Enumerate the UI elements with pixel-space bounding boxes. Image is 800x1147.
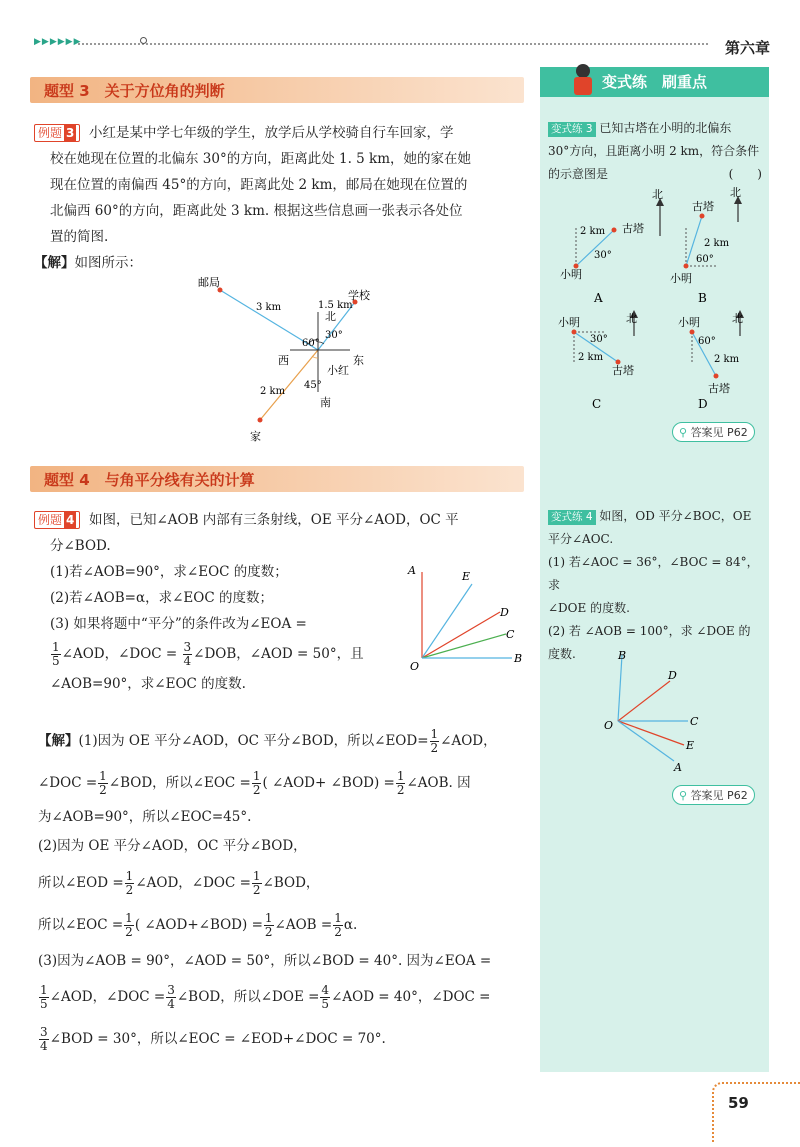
home-point xyxy=(258,418,263,423)
chapter-title: 第六章 xyxy=(724,39,770,57)
svg-text:古塔: 古塔 xyxy=(708,382,730,395)
svg-text:2 km: 2 km xyxy=(578,352,604,363)
practice3-options xyxy=(550,186,765,416)
svg-text:60°: 60° xyxy=(696,254,714,265)
fig2-label-O: O xyxy=(604,719,614,732)
answer-ref-3[interactable]: ⚲ 答案见 P62 xyxy=(672,422,755,442)
option-a-diagram xyxy=(560,188,664,305)
label-north: 北 xyxy=(325,310,336,323)
option-d-label: D xyxy=(698,397,708,411)
practice4-tag: 变式练 4 xyxy=(548,510,596,525)
svg-text:小明: 小明 xyxy=(670,272,692,285)
label-east: 东 xyxy=(353,354,364,367)
svg-text:小明: 小明 xyxy=(558,316,580,329)
angle-figure xyxy=(400,560,530,675)
fig2-label-A: A xyxy=(674,761,682,774)
label-angle-30: 30° xyxy=(325,330,343,341)
example3-tag: 例题 3 xyxy=(34,124,80,142)
svg-text:60°: 60° xyxy=(698,336,716,347)
fig-label-E: E xyxy=(462,570,471,583)
practice3-tag: 变式练 3 xyxy=(548,122,596,137)
header-arrows: ▶▶▶▶▶▶ xyxy=(34,37,82,47)
section4-title: 题型 4 与角平分线有关的计算 xyxy=(44,471,255,489)
label-dist-post: 3 km xyxy=(256,302,282,313)
svg-text:北: 北 xyxy=(732,312,743,325)
option-b-label: B xyxy=(698,291,707,305)
section3-title: 题型 3 关于方位角的判断 xyxy=(44,82,225,100)
example4-solution: 【解】(1)因为 OE 平分∠AOD，OC 平分∠BOD，所以∠EOD= $\frac{1}{2}$ ∠AOD， ∠DOC = $\frac{1}{2}$ ∠BOD，所以∠EOC = $\frac{1}{2}$ ( ∠AOD+ ∠BOD) = $\frac{1}{2}$ ∠AOB. 因 为∠AOB=90°，所以∠EOC=45°. (2)因为 OE 平分∠AOD，OC 平分∠BOD， 所以∠EOD = $\frac{1}{2}$ ∠AOD，∠DOC = $\frac{1}{2}$ ∠BOD， 所以∠EOC = $\frac{1}{2}$ ( ∠AOD+∠BOD) = $\frac{1}{2}$ ∠AOB = $\frac{1}{2}$ α. (3)因为∠AOB = 90°，∠AOD = 50°，所以∠BOD = 40°. 因为∠EOA = $\frac{1}{5}$ ∠AOD，∠DOC = $\frac{3}{4}$ ∠BOD，所以∠DOE = $\frac{4}{5}$ ∠AOD = 40°，∠DOC = $\frac{3}{4}$ ∠BOD = 30°，所以∠EOC = ∠EOD+∠DOC = 70°. xyxy=(38,727,497,1053)
svg-text:小明: 小明 xyxy=(678,316,700,329)
label-school: 学校 xyxy=(348,289,370,302)
label-dist-home: 2 km xyxy=(260,386,286,397)
answer-ref-4[interactable]: ⚲ 答案见 P62 xyxy=(672,785,755,805)
section3-banner xyxy=(30,77,524,103)
practice4-text: 变式练 4 如图，OD 平分∠BOC，OE 平分∠AOC. (1) 若∠AOC = 36°，∠BOC = 84°，求 ∠DOE 的度数. (2) 若 ∠AOB = 100°，求 ∠DOE 的 度数. xyxy=(548,509,759,661)
svg-text:30°: 30° xyxy=(590,334,608,345)
svg-text:北: 北 xyxy=(652,188,663,201)
svg-text:北: 北 xyxy=(730,186,741,199)
fig2-label-C: C xyxy=(690,715,699,728)
svg-text:2 km: 2 km xyxy=(714,354,740,365)
option-c-diagram xyxy=(558,310,638,411)
header-divider xyxy=(78,43,708,45)
label-south: 南 xyxy=(320,396,331,409)
svg-text:30°: 30° xyxy=(594,250,612,261)
fig-label-D: D xyxy=(500,606,509,619)
search-icon: ⚲ xyxy=(679,789,688,802)
practice4-figure xyxy=(600,645,710,775)
practice3-text: 变式练 3 已知古塔在小明的北偏东 30°方向，且距离小明 2 km，符合条件 的示意图是 ( ) xyxy=(548,121,762,181)
svg-text:2 km: 2 km xyxy=(704,238,730,249)
page-corner xyxy=(712,1082,800,1142)
fig-label-A: A xyxy=(408,564,416,577)
svg-text:2 km: 2 km xyxy=(580,226,606,237)
label-post-office: 邮局 xyxy=(198,276,220,289)
label-angle-60: 60° xyxy=(302,338,320,349)
fig-label-C: C xyxy=(506,628,515,641)
page-number: 59 xyxy=(728,1094,749,1112)
direction-diagram xyxy=(190,272,390,452)
option-a-label: A xyxy=(594,291,603,305)
practice-panel-title: 变式练 刷重点 xyxy=(602,73,708,91)
practice-panel-header xyxy=(540,67,769,97)
example3-problem: 例题 3 小红是某中学七年级的学生，放学后从学校骑自行车回家，学 校在她现在位置的北偏东 30°的方向，距离此处 1. 5 km，她的家在她 现在位置的南偏西 45°的方向，距离此处 2 km，邮局在她现在位置的 北偏西 60°的方向，距离此处 3 km. 根据这些信息画一张表示各处位 置的简图. 【解】如图所示： xyxy=(34,125,472,271)
option-c-label: C xyxy=(592,397,602,411)
label-angle-45: 45° xyxy=(304,380,322,391)
label-west: 西 xyxy=(278,354,289,367)
student-icon xyxy=(568,61,598,97)
svg-text:古塔: 古塔 xyxy=(612,364,634,377)
svg-text:北: 北 xyxy=(626,312,637,325)
fig2-label-B: B xyxy=(618,649,627,662)
example4-problem: 例题 4 如图，已知∠AOB 内部有三条射线，OE 平分∠AOD，OC 平 分∠BOD. (1)若∠AOB=90°，求∠EOC 的度数； (2)若∠AOB=α，求∠EOC 的度数； (3) 如果将题中“平分”的条件改为∠EOA = $\frac{1}{5}$ ∠AOD，∠DOC = $\frac{3}{4}$ ∠DOB，∠AOD = 50°，且 ∠AOB=90°，求∠EOC 的度数. xyxy=(34,507,524,697)
label-home: 家 xyxy=(250,430,261,443)
option-d-diagram xyxy=(678,310,744,411)
header-circle-icon xyxy=(140,37,147,44)
label-origin: 小红 xyxy=(327,364,349,377)
fig2-label-D: D xyxy=(668,669,677,682)
fig-label-O: O xyxy=(410,660,420,673)
svg-text:小明: 小明 xyxy=(560,268,582,281)
fig-label-B: B xyxy=(514,652,523,665)
example4-tag: 例题 4 xyxy=(34,511,80,529)
label-dist-school: 1.5 km xyxy=(318,300,353,311)
svg-text:古塔: 古塔 xyxy=(692,200,714,213)
svg-text:古塔: 古塔 xyxy=(622,222,644,235)
search-icon: ⚲ xyxy=(679,426,688,439)
section4-banner xyxy=(30,466,524,492)
fig2-label-E: E xyxy=(686,739,695,752)
option-b-diagram xyxy=(670,186,742,305)
